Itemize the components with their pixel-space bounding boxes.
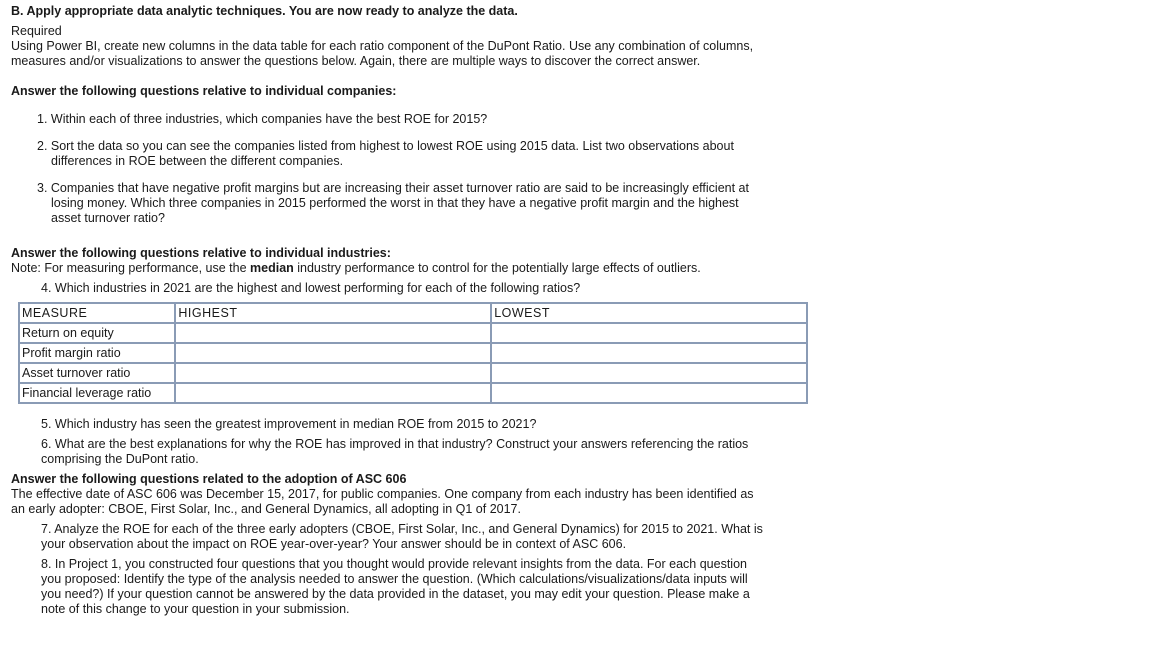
header-lowest: LOWEST — [491, 303, 807, 323]
note-suffix: industry performance to control for the potentially large effects of outliers. — [293, 261, 701, 275]
question-8-line3: you need?) If your question cannot be answered by the data provided in the dataset, you may edit your question. Please make a — [41, 587, 750, 601]
required-text-line2: measures and/or visualizations to answer the questions below. Again, there are multiple ways to discover the correct answer. — [11, 54, 701, 68]
measure-cell: Profit margin ratio — [19, 343, 175, 363]
question-8-line1: 8. In Project 1, you constructed four questions that you thought would provide relevant insights from the data. For each question — [41, 557, 747, 571]
note-prefix: Note: For measuring performance, use the — [11, 261, 251, 275]
question-3-line1: 3. Companies that have negative profit margins but are increasing their asset turnover ratio are said to be increasingly efficient at — [37, 181, 749, 195]
lowest-cell[interactable] — [491, 363, 807, 383]
lowest-cell[interactable] — [491, 383, 807, 403]
header-highest: HIGHEST — [175, 303, 491, 323]
table-header-row — [19, 303, 807, 323]
highest-cell[interactable] — [175, 383, 491, 403]
question-7-line2: your observation about the impact on ROE year-over-year? Your answer should be in context of ASC 606. — [41, 537, 627, 551]
required-text-line1: Using Power BI, create new columns in the data table for each ratio component of the DuPont Ratio. Use any combination of columns, — [11, 39, 754, 53]
question-1: 1. Within each of three industries, which companies have the best ROE for 2015? — [37, 112, 488, 126]
measure-cell: Financial leverage ratio — [19, 383, 175, 403]
section-title: B. Apply appropriate data analytic techniques. You are now ready to analyze the data. — [11, 4, 518, 18]
table-row — [19, 363, 807, 383]
question-6-line1: 6. What are the best explanations for why the ROE has improved in that industry? Construct your answers referencing the ratios — [41, 437, 749, 451]
note-median: median — [250, 261, 294, 275]
companies-heading: Answer the following questions relative to individual companies: — [11, 84, 397, 98]
ratio-table — [18, 302, 808, 404]
question-8-line2: you proposed: Identify the type of the analysis needed to answer the question. (Which calculations/visualizations/data inputs will — [41, 572, 748, 586]
question-4: 4. Which industries in 2021 are the highest and lowest performing for each of the following ratios? — [41, 281, 581, 295]
asc606-heading: Answer the following questions related to the adoption of ASC 606 — [11, 472, 407, 486]
question-3-line3: asset turnover ratio? — [51, 211, 165, 225]
highest-cell[interactable] — [175, 363, 491, 383]
question-3-line2: losing money. Which three companies in 2015 performed the worst in that they have a negative profit margin and the highest — [51, 196, 739, 210]
question-2-line1: 2. Sort the data so you can see the companies listed from highest to lowest ROE using 2015 data. List two observations about — [37, 139, 734, 153]
asc606-intro-line2: an early adopter: CBOE, First Solar, Inc., and General Dynamics, all adopting in Q1 of 2017. — [11, 502, 521, 516]
question-8-line4: note of this change to your question in your submission. — [41, 602, 350, 616]
measure-cell: Return on equity — [19, 323, 175, 343]
asc606-intro-line1: The effective date of ASC 606 was December 15, 2017, for public companies. One company from each industry has been identified as — [11, 487, 754, 501]
measure-cell: Asset turnover ratio — [19, 363, 175, 383]
highest-cell[interactable] — [175, 323, 491, 343]
industries-heading: Answer the following questions relative to individual industries: — [11, 246, 391, 260]
table-row — [19, 343, 807, 363]
lowest-cell[interactable] — [491, 343, 807, 363]
industries-note — [11, 261, 701, 276]
required-label — [11, 24, 62, 39]
question-6-line2: comprising the DuPont ratio. — [41, 452, 199, 466]
required-label-text: Required — [11, 24, 62, 38]
question-2-line2: differences in ROE between the different companies. — [51, 154, 344, 168]
question-5: 5. Which industry has seen the greatest improvement in median ROE from 2015 to 2021? — [41, 417, 537, 431]
header-measure: MEASURE — [19, 303, 175, 323]
table-row — [19, 323, 807, 343]
lowest-cell[interactable] — [491, 323, 807, 343]
question-7-line1: 7. Analyze the ROE for each of the three early adopters (CBOE, First Solar, Inc., and General Dynamics) for 2015 to 2021. What is — [41, 522, 763, 536]
table-row — [19, 383, 807, 403]
highest-cell[interactable] — [175, 343, 491, 363]
